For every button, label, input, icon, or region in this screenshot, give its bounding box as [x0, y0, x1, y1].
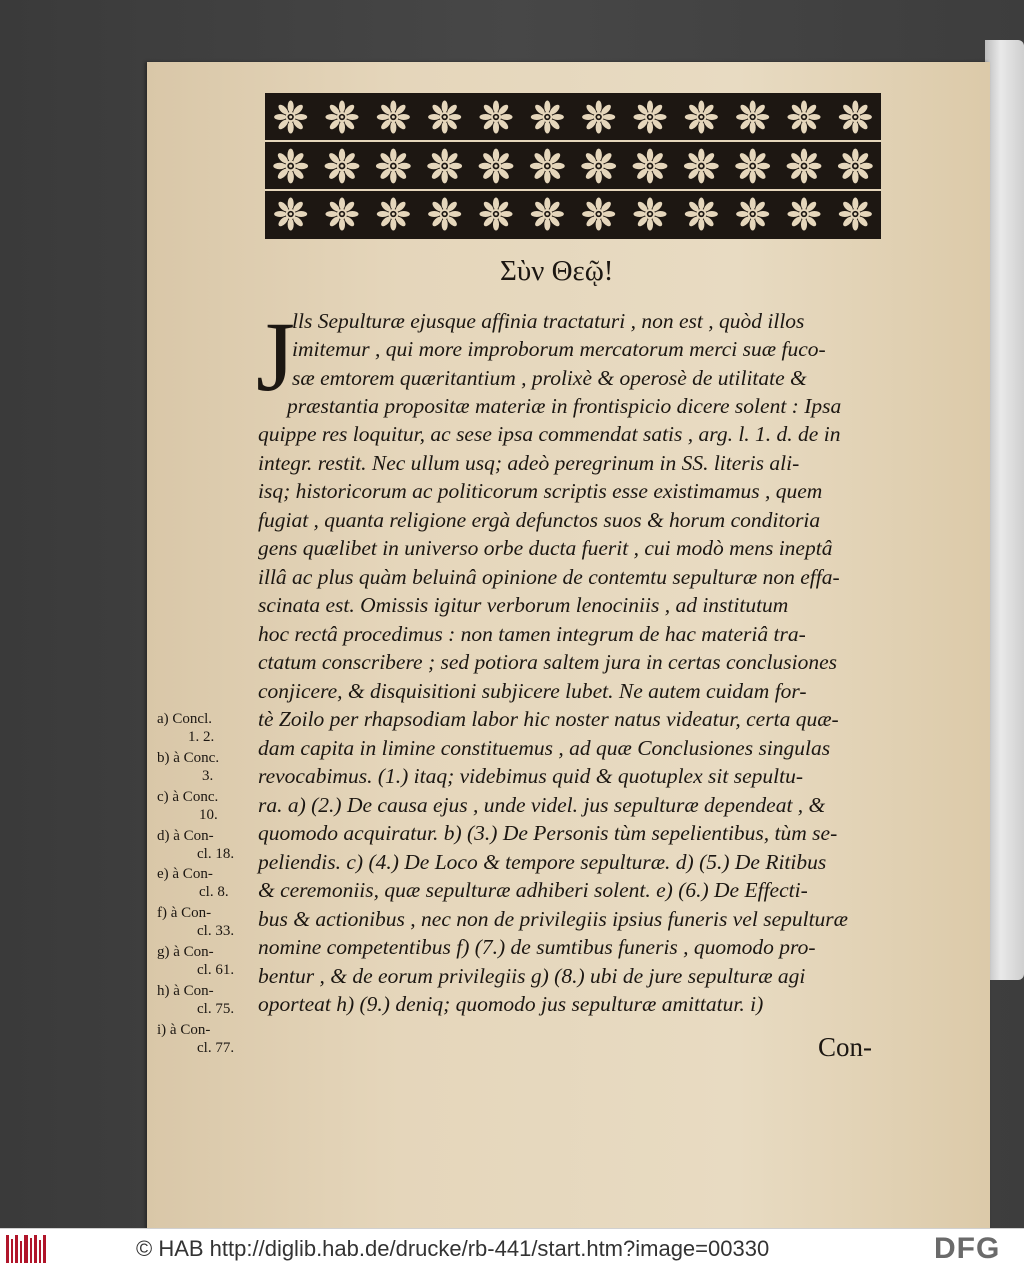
margin-note: h) à Con-	[157, 983, 214, 999]
text-line: & ceremoniis, quæ sepulturæ adhiberi solent. e) (6.) De Effecti-	[258, 878, 808, 902]
text-line: nomine competentibus f) (7.) de sumtibus funeris , quomodo pro-	[258, 935, 816, 959]
text-line: revocabimus. (1.) itaq; videbimus quid & quotuplex sit sepultu-	[258, 764, 803, 788]
text-line: gens quælibet in universo orbe ducta fuerit , cui modò mens ineptâ	[258, 536, 833, 560]
text-line: sæ emtorem quæritantium , prolixè & operosè de utilitate &	[292, 366, 807, 390]
hab-barcode-logo-icon[interactable]	[6, 1235, 46, 1263]
text-line: imitemur , qui more improborum mercatorum merci suæ fuco-	[292, 337, 826, 361]
margin-note: a) Concl.	[157, 711, 212, 727]
margin-note: i) à Con-	[157, 1022, 211, 1038]
margin-note: cl. 61.	[197, 962, 235, 978]
text-line: peliendis. c) (4.) De Loco & tempore sepulturæ. d) (5.) De Ritibus	[258, 850, 827, 874]
margin-note: 10.	[199, 807, 218, 823]
margin-note: d) à Con-	[157, 828, 214, 844]
text-line: conjicere, & disquisitioni subjicere lubet. Ne autem cuidam for-	[258, 679, 807, 703]
text-line: oporteat h) (9.) deniq; quomodo jus sepulturæ amittatur. i)	[258, 992, 764, 1016]
text-line: quippe res loquitur, ac sese ipsa commendat satis , arg. l. 1. d. de in	[258, 422, 841, 446]
dfg-logo[interactable]: DFG	[934, 1232, 1001, 1265]
text-line: hoc rectâ procedimus : non tamen integrum de hac materiâ tra-	[258, 622, 806, 646]
footer-bar	[0, 1228, 1024, 1269]
text-line: bentur , & de eorum privilegiis g) (8.) ubi de jure sepulturæ agi	[258, 964, 806, 988]
margin-note: cl. 8.	[199, 884, 229, 900]
text-line: ra. a) (2.) De causa ejus , unde videl. jus sepulturæ dependeat , &	[258, 793, 826, 817]
page-heading: Σὺν Θεῷ!	[500, 255, 614, 287]
margin-note: g) à Con-	[157, 944, 214, 960]
text-line: præstantia propositæ materiæ in frontispicio dicere solent : Ipsa	[287, 394, 842, 418]
next-page-edge	[985, 40, 1024, 980]
text-line: dam capita in limine constituemus , ad quæ Conclusiones singulas	[258, 736, 831, 760]
text-line: scinata est. Omissis igitur verborum lenociniis , ad institutum	[258, 593, 789, 617]
text-line: bus & actionibus , nec non de privilegiis ipsius funeris vel sepulturæ	[258, 907, 849, 931]
drop-capital: J	[256, 301, 295, 412]
text-line: tè Zoilo per rhapsodiam labor hic noster natus videatur, certa quæ-	[258, 707, 839, 731]
text-line: integr. restit. Nec ullum usq; adeò peregrinum in SS. literis ali-	[258, 451, 800, 475]
copyright-url-link[interactable]: © HAB http://diglib.hab.de/drucke/rb-441/start.htm?image=00330	[136, 1236, 770, 1261]
text-line: isq; historicorum ac politicorum scriptis esse existimamus , quem	[258, 479, 823, 503]
ornament-flower-icon	[265, 93, 881, 239]
margin-note: f) à Con-	[157, 905, 212, 921]
text-line: illâ ac plus quàm beluinâ opinione de contemtu sepulturæ non effa-	[258, 565, 840, 589]
margin-note: cl. 75.	[197, 1001, 235, 1017]
margin-note: c) à Conc.	[157, 789, 219, 805]
margin-note: b) à Conc.	[157, 750, 220, 766]
catchword: Con-	[818, 1032, 872, 1062]
margin-note: cl. 77.	[197, 1040, 235, 1056]
margin-note: 1. 2.	[188, 729, 215, 745]
text-line: quomodo acquiratur. b) (3.) De Personis tùm sepelientibus, tùm se-	[258, 821, 838, 845]
margin-note: cl. 18.	[197, 846, 235, 862]
margin-note: cl. 33.	[197, 923, 235, 939]
margin-note: 3.	[202, 768, 214, 784]
text-line: lls Sepulturæ ejusque affinia tractaturi , non est , quòd illos	[292, 309, 805, 333]
text-line: ctatum conscribere ; sed potiora saltem jura in certas conclusiones	[258, 650, 838, 674]
ornamental-headpiece	[265, 93, 881, 239]
text-line: fugiat , quanta religione ergà defunctos suos & horum conditoria	[258, 508, 821, 532]
margin-note: e) à Con-	[157, 866, 213, 882]
